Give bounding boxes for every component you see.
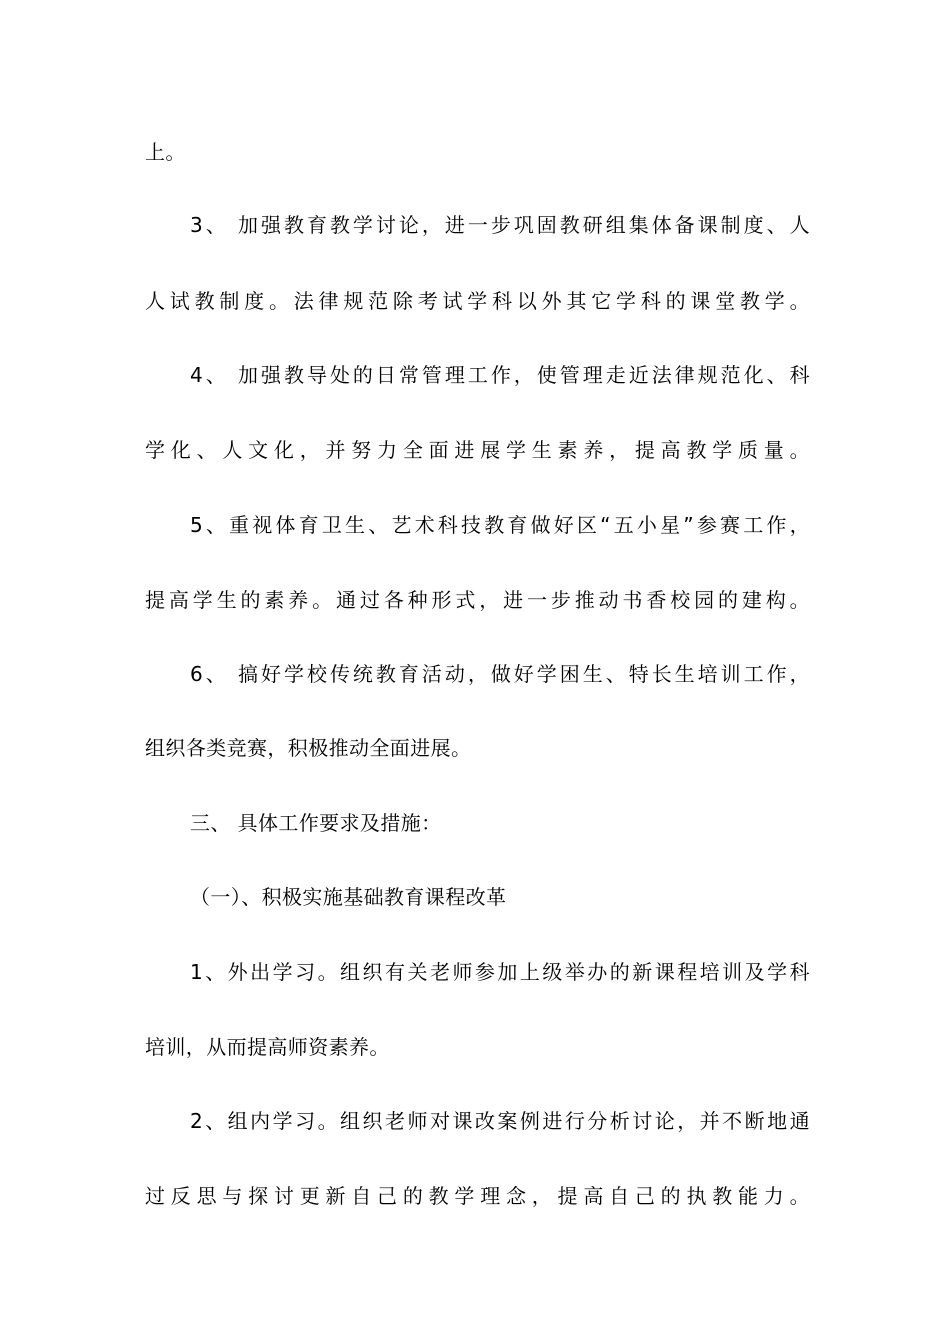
text-line-9: 组织各类竞赛，积极推动全面进展。: [145, 736, 472, 760]
text-line-7: 提高学生的素养。通过各种形式，进一步推动书香校园的建构。: [145, 588, 810, 612]
text-line-12: 1、外出学习。组织有关老师参加上级举办的新课程培训及学科: [190, 960, 810, 984]
subsection-heading: （一）、积极实施基础教育课程改革: [190, 885, 507, 909]
text-line-14: 2、组内学习。组织老师对课改案例进行分析讨论，并不断地通: [190, 1109, 810, 1133]
text-line-6: 5、重视体育卫生、艺术科技教育做好区“五小星”参赛工作，: [190, 513, 810, 537]
text-line-5: 学化、人文化，并努力全面进展学生素养，提高教学质量。: [145, 438, 810, 462]
text-line-13: 培训，从而提高师资素养。: [145, 1035, 390, 1059]
text-line-2: 3、 加强教育教学讨论，进一步巩固教研组集体备课制度、人: [190, 213, 810, 237]
text-line-15: 过反思与探讨更新自己的教学理念，提高自己的执教能力。: [145, 1184, 810, 1208]
text-line-4: 4、 加强教导处的日常管理工作，使管理走近法律规范化、科: [190, 363, 810, 387]
section-heading: 三、 具体工作要求及措施：: [190, 811, 442, 835]
text-line-8: 6、 搞好学校传统教育活动，做好学困生、特长生培训工作，: [190, 662, 810, 686]
text-line-3: 人试教制度。法律规范除考试学科以外其它学科的课堂教学。: [145, 289, 810, 313]
text-line-1: 上。: [145, 140, 186, 164]
